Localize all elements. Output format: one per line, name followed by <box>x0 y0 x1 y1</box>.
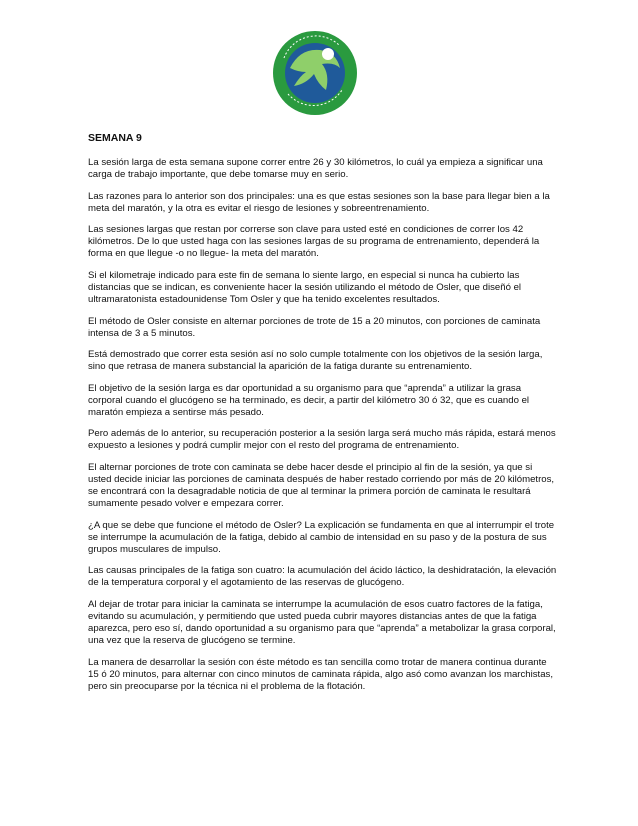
paragraph: Si el kilometraje indicado para este fin de semana lo siente largo, en especial si nunca ha cubierto las distancias que se indican, es conveniente hacer la sesión utilizando el método de Osler, que diseñó el ultramaratonista estadounidense Tom Osler y que ha tenido excelentes resultados. <box>88 269 522 306</box>
paragraph: La manera de desarrollar la sesión con éste método es tan sencilla como trotar de manera continua durante 15 ó 20 minutos, para alternar con cinco minutos de caminata rápida, algo asó como avanzan los marchistas, pero sin preocuparse por la técnica ni el problema de la flotación. <box>88 656 554 692</box>
paragraph: El alternar porciones de trote con caminata se debe hacer desde el principio al fin de la sesión, ya que si usted decide iniciar las porciones de caminata después de haber restado corriendo por más de 20 kilómetros, se encontrará con la desagradable noticia de que al terminar la primera porción de caminata le resultará sumamente pesado volver e empezara correr. <box>88 461 555 510</box>
paragraph: Al dejar de trotar para iniciar la caminata se interrumpe la acumulación de esos cuatro factores de la fatiga, evitando su acumulación, y permitiendo que usted pueda cubrir mayores distancias antes de que la fatiga aparezca, pero eso sí, dando oportunidad a su organismo para que “aprenda” a metabolizar la grasa corporal, una vez que la reserva de glucógeno se termine. <box>88 598 556 647</box>
paragraph: Pero además de lo anterior, su recuperación posterior a la sesión larga será mucho más rápida, estará menos expuesto a lesiones y podrá cumplir mejor con el resto del programa de entrenamiento. <box>88 428 556 452</box>
club-logo <box>270 28 360 118</box>
paragraph: ¿A que se debe que funcione el método de Osler? La explicación se fundamenta en que al interrumpir el trote se interrumpe la acumulación de la fatiga, debido al cambio de intensidad en su paso y de la postura de sus grupos musculares de impulso. <box>88 519 555 555</box>
paragraph: Está demostrado que correr esta sesión así no solo cumple totalmente con los objetivos de la sesión larga, sino que retrasa de manera substancial la aparición de la fatiga durante su entrenamiento. <box>88 349 543 373</box>
paragraph: Las razones para lo anterior son dos principales: una es que estas sesiones son la base para llegar bien a la meta del maratón, y la otra es evitar el riesgo de lesiones y sobreentrenamiento. <box>88 190 550 214</box>
document-body <box>88 132 558 702</box>
paragraph: El objetivo de la sesión larga es dar oportunidad a su organismo para que “aprenda” a utilizar la grasa corporal cuando el glucógeno se ha terminado, es decir, a partir del kilómetro 30 ó 32, que es cuando el maratón empieza a sentirse más pesado. <box>88 382 530 418</box>
paragraph: La sesión larga de esta semana supone correr entre 26 y 30 kilómetros, lo cuál ya empieza a significar una carga de trabajo importante, que debe tomarse muy en serio. <box>88 157 543 181</box>
paragraph: Las sesiones largas que restan por correrse son clave para usted esté en condiciones de correr los 42 kilómetros. De lo que usted haga con las sesiones largas de su programa de entrenamiento, dependerá la forma en que llegue -o no llegue- la meta del maratón. <box>88 224 540 260</box>
paragraph: El método de Osler consiste en alternar porciones de trote de 15 a 20 minutos, con porciones de caminata intensa de 3 a 5 minutos. <box>88 315 541 339</box>
paragraph: Las causas principales de la fatiga son cuatro: la acumulación del ácido láctico, la deshidratación, la elevación de la temperatura corporal y el agotamiento de las reservas de glucógeno. <box>88 565 557 589</box>
runner-emblem-icon <box>270 28 360 118</box>
week-heading: SEMANA 9 <box>88 132 142 144</box>
